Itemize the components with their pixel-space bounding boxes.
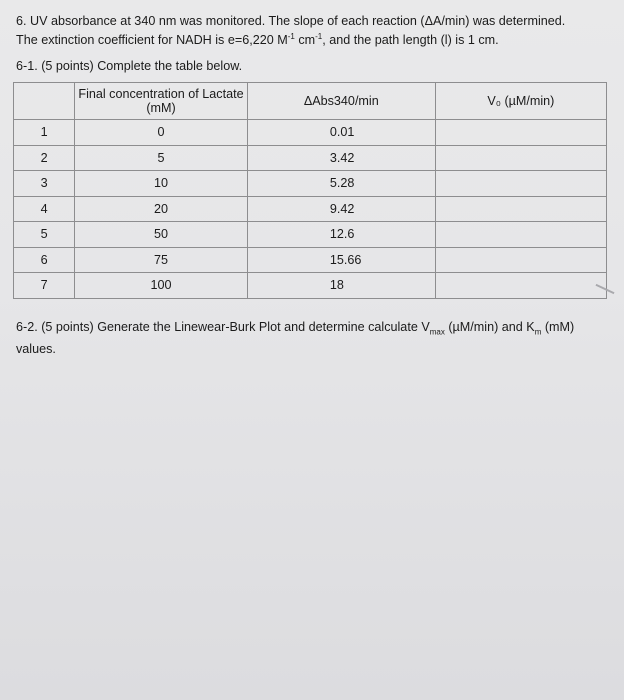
- table-header-row: [14, 83, 607, 120]
- table-row: [14, 145, 607, 171]
- table-row: [14, 273, 607, 299]
- intro-line-1: 6. UV absorbance at 340 nm was monitored. The slope of each reaction (ΔA/min) was determined.: [16, 14, 566, 28]
- velocity-cell[interactable]: [435, 196, 606, 222]
- velocity-cell[interactable]: [435, 273, 606, 299]
- abs-slope-cell: 15.66: [247, 247, 435, 273]
- concentration-cell: 100: [75, 273, 248, 299]
- abs-slope-cell: 0.01: [247, 120, 435, 146]
- intro-sup-1: -1: [287, 32, 295, 41]
- concentration-cell: 20: [75, 196, 248, 222]
- abs-slope-cell: 5.28: [247, 171, 435, 197]
- problem-intro: [16, 13, 606, 48]
- question-6-2: [16, 319, 606, 357]
- table-row: [14, 171, 607, 197]
- row-index: 5: [14, 222, 75, 248]
- header-velocity: V₀ (µM/min): [435, 83, 606, 120]
- velocity-cell[interactable]: [435, 171, 606, 197]
- row-index: 3: [14, 171, 75, 197]
- velocity-cell[interactable]: [435, 247, 606, 273]
- table-row: [14, 247, 607, 273]
- q2-sub-max: max: [429, 327, 445, 337]
- q2-text-c: (mM) values.: [16, 320, 575, 356]
- q2-text-b: (µM/min) and K: [444, 320, 535, 334]
- header-concentration: Final concentration of Lactate (mM): [75, 83, 248, 120]
- velocity-cell[interactable]: [435, 120, 606, 146]
- row-index: 2: [14, 145, 75, 171]
- row-index: 7: [14, 273, 75, 299]
- table-row: [14, 196, 607, 222]
- header-index: [14, 83, 75, 120]
- abs-slope-cell: 3.42: [247, 145, 435, 171]
- intro-text-a: The extinction coefficient for NADH is e=6,220 M: [16, 33, 288, 48]
- header-abs-slope: ΔAbs340/min: [247, 83, 435, 120]
- velocity-cell[interactable]: [435, 145, 606, 171]
- concentration-cell: 10: [75, 171, 248, 197]
- data-table: [13, 82, 607, 299]
- intro-line-2: [16, 29, 606, 48]
- table-row: [14, 222, 607, 248]
- concentration-cell: 0: [75, 120, 248, 146]
- row-index: 4: [14, 196, 75, 222]
- intro-text-c: , and the path length (l) is 1 cm.: [322, 33, 499, 48]
- abs-slope-cell: 9.42: [247, 196, 435, 222]
- velocity-cell[interactable]: [435, 222, 606, 248]
- abs-slope-cell: 18: [247, 273, 435, 299]
- question-6-1: 6-1. (5 points) Complete the table below.: [16, 59, 243, 73]
- abs-slope-cell: 12.6: [247, 222, 435, 248]
- concentration-cell: 5: [75, 145, 248, 171]
- row-index: 6: [14, 247, 75, 273]
- concentration-cell: 50: [75, 222, 248, 248]
- table-row: [14, 120, 607, 146]
- concentration-cell: 75: [75, 247, 248, 273]
- q2-text-a: 6-2. (5 points) Generate the Linewear-Burk Plot and determine calculate V: [16, 320, 430, 334]
- intro-sup-2: -1: [315, 32, 323, 41]
- intro-text-b: cm: [294, 33, 316, 48]
- q2-sub-m: m: [534, 327, 542, 337]
- row-index: 1: [14, 120, 75, 146]
